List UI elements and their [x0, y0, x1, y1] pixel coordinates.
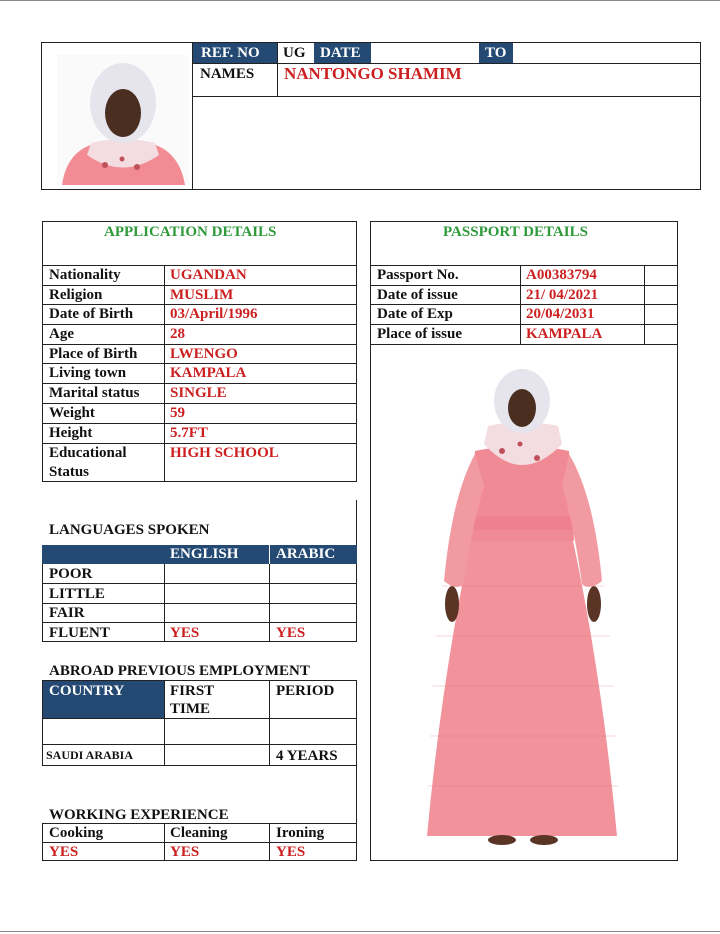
expiry-date-value: 20/04/2031 — [526, 306, 595, 322]
little-label: LITTLE — [49, 586, 105, 602]
birthplace-label: Place of Birth — [49, 346, 138, 362]
first-time-column-header: FIRST TIME — [170, 683, 214, 717]
application-title: APPLICATION DETAILS — [104, 224, 277, 240]
ironing-label: Ironing — [276, 825, 325, 841]
country-column-header: COUNTRY — [42, 680, 164, 718]
issue-date-value: 21/ 04/2021 — [526, 287, 599, 303]
marital-status-value: SINGLE — [170, 385, 227, 401]
religion-label: Religion — [49, 287, 103, 303]
birthplace-value: LWENGO — [170, 346, 238, 362]
english-fluent-value: YES — [170, 625, 200, 641]
dob-label: Date of Birth — [49, 306, 134, 322]
weight-value: 59 — [170, 405, 185, 421]
arabic-fluent-value: YES — [276, 625, 306, 641]
ref-no-label: REF. NO — [193, 43, 277, 63]
employment-title: ABROAD PREVIOUS EMPLOYMENT — [49, 663, 310, 679]
living-town-label: Living town — [49, 365, 127, 381]
names-label: NAMES — [200, 66, 255, 82]
age-label: Age — [49, 326, 74, 342]
cooking-value: YES — [49, 844, 79, 860]
cleaning-label: Cleaning — [170, 825, 228, 841]
full-body-photo — [372, 346, 676, 859]
religion-value: MUSLIM — [170, 287, 234, 303]
fluent-label: FLUENT — [49, 625, 110, 641]
ironing-value: YES — [276, 844, 306, 860]
dob-value: 03/April/1996 — [170, 306, 258, 322]
cooking-label: Cooking — [49, 825, 104, 841]
arabic-column-header: ARABIC — [276, 546, 336, 562]
passport-no-label: Passport No. — [377, 267, 459, 283]
passport-title: PASSPORT DETAILS — [443, 224, 588, 240]
top-rule — [0, 0, 720, 1]
height-value: 5.7FT — [170, 425, 208, 441]
issue-place-value: KAMPALA — [526, 326, 603, 342]
headshot-photo — [57, 55, 189, 185]
poor-label: POOR — [49, 566, 93, 582]
english-column-header: ENGLISH — [170, 546, 239, 562]
living-town-value: KAMPALA — [170, 365, 247, 381]
to-label: TO — [479, 43, 513, 63]
period-column-header: PERIOD — [276, 683, 335, 699]
languages-title: LANGUAGES SPOKEN — [49, 522, 210, 538]
cleaning-value: YES — [170, 844, 200, 860]
nationality-label: Nationality — [49, 267, 121, 283]
issue-date-label: Date of issue — [377, 287, 458, 303]
age-value: 28 — [170, 326, 185, 342]
employment-period-value: 4 YEARS — [276, 748, 338, 764]
passport-no-value: A00383794 — [526, 267, 597, 283]
marital-status-label: Marital status — [49, 385, 140, 401]
education-value: HIGH SCHOOL — [170, 445, 279, 461]
issue-place-label: Place of issue — [377, 326, 462, 342]
date-label: DATE — [314, 43, 371, 63]
weight-label: Weight — [49, 405, 95, 421]
education-label: Educational Status — [49, 445, 127, 480]
applicant-name: NANTONGO SHAMIM — [284, 64, 462, 83]
bottom-rule — [0, 931, 720, 932]
height-label: Height — [49, 425, 93, 441]
ref-no-value: UG — [283, 45, 306, 61]
fair-label: FAIR — [49, 605, 85, 621]
nationality-value: UGANDAN — [170, 267, 247, 283]
experience-title: WORKING EXPERIENCE — [49, 807, 229, 823]
expiry-date-label: Date of Exp — [377, 306, 453, 322]
employment-country-value: SAUDI ARABIA — [46, 748, 134, 762]
